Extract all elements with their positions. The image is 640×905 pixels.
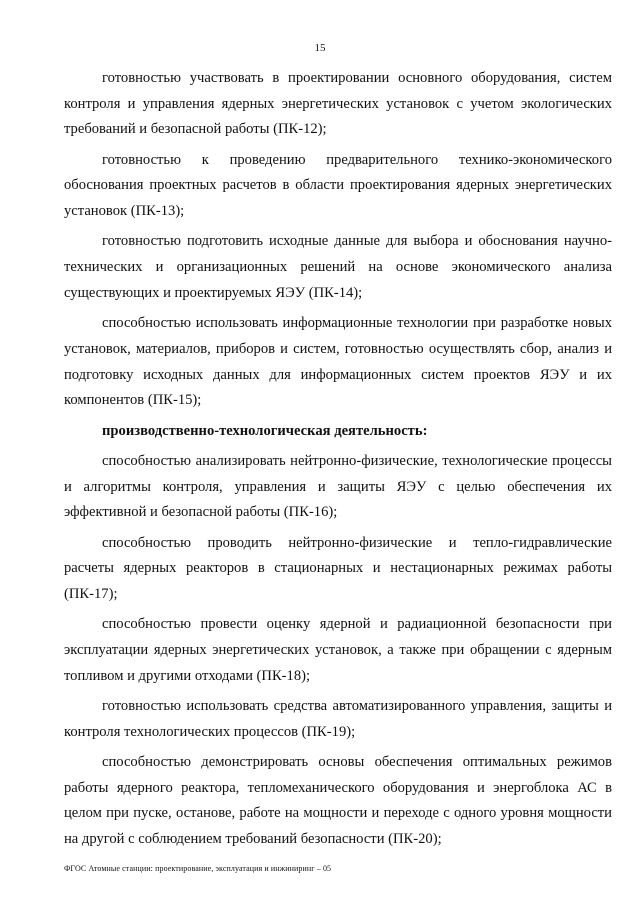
paragraph-pk-18: способностью провести оценку ядерной и радиационной безопасности при эксплуатации ядерных энергетических установок, а также при обращении с ядерным топливом и другими отходами (ПК-18); bbox=[64, 616, 612, 684]
paragraph-pk-20: способностью демонстрировать основы обеспечения оптимальных режимов работы ядерного реактора, тепломеханического оборудования и энергоблока АС в целом при пуске, останове, работе на мощности и переходе с одного уровня мощности на другой с соблюдением требований безопасности (ПК-20); bbox=[64, 753, 612, 848]
paragraph-pk-12: готовностью участвовать в проектировании основного оборудования, систем контроля и управления ядерных энергетических установок с учетом экологических требований и безопасной работы (ПК-12); bbox=[64, 70, 612, 138]
paragraph-pk-19: готовностью использовать средства автоматизированного управления, защиты и контроля технологических процессов (ПК-19); bbox=[64, 697, 612, 740]
paragraph-pk-14: готовностью подготовить исходные данные для выбора и обоснования научно-технических и организационных решений на основе экономического анализа существующих и проектируемых ЯЭУ (ПК-14); bbox=[64, 233, 612, 301]
page-body bbox=[64, 66, 612, 857]
paragraph-pk-13: готовностью к проведению предварительного технико-экономического обоснования проектных расчетов в области проектирования ядерных энергетических установок (ПК-13); bbox=[64, 151, 612, 220]
section-heading: производственно-технологическая деятельность: bbox=[102, 422, 428, 439]
paragraph-pk-16: способностью анализировать нейтронно-физические, технологические процессы и алгоритмы контроля, управления и защиты ЯЭУ с целью обеспечения их эффективной и безопасной работы (ПК-16); bbox=[64, 452, 612, 521]
page-number: 15 bbox=[314, 42, 326, 54]
paragraph-pk-15: способностью использовать информационные технологии при разработке новых установок, материалов, приборов и систем, готовностью осуществлять сбор, анализ и подготовку исходных данных для информационных систем проектов ЯЭУ и их компонентов (ПК-15); bbox=[64, 315, 612, 409]
paragraph-pk-17: способностью проводить нейтронно-физические и тепло-гидравлические расчеты ядерных реакторов в стационарных и нестационарных режимах работы (ПК-17); bbox=[64, 534, 612, 602]
page-footer: ФГОС Атомные станции: проектирование, эксплуатация и инжиниринг – 05 bbox=[64, 864, 332, 873]
